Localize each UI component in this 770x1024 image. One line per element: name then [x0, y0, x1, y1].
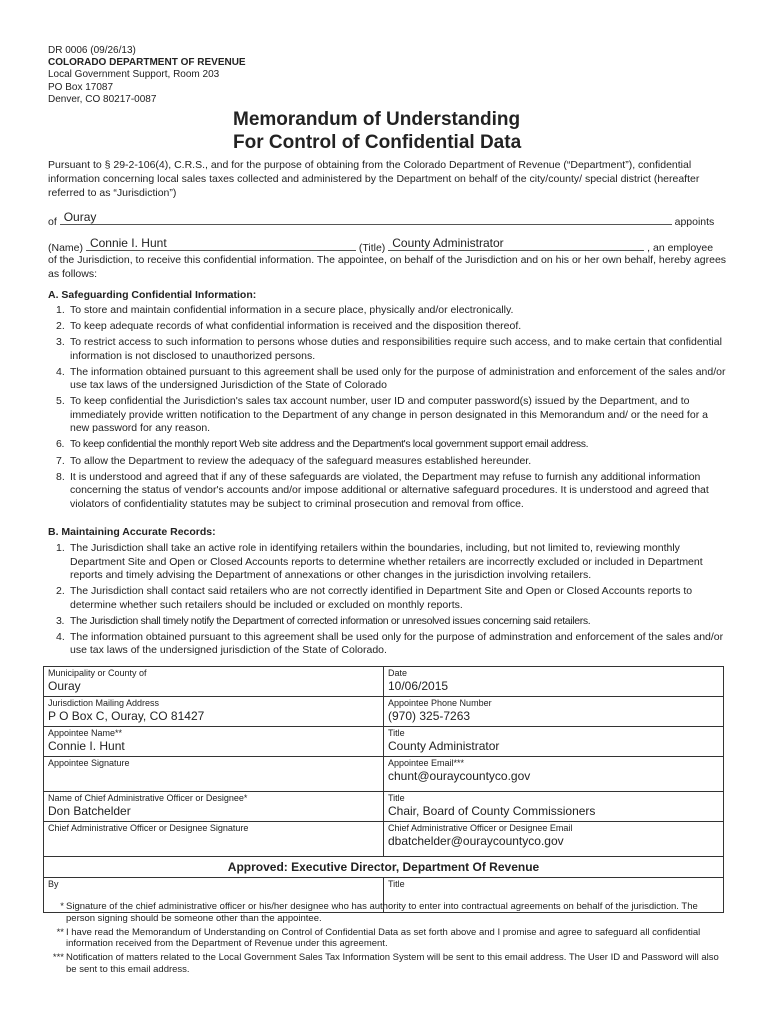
cao-email-value: dbatchelder@ouraycountyco.gov: [388, 834, 564, 848]
item-number: 6.: [56, 438, 65, 451]
footnote-mark: ***: [52, 952, 64, 964]
list-item: [48, 395, 728, 436]
item-text: To allow the Department to review the adequacy of the safeguard measures established hereunder.: [70, 454, 532, 467]
phone-label: Appointee Phone Number: [388, 698, 492, 708]
title-field[interactable]: [388, 238, 644, 251]
date-value: 10/06/2015: [388, 679, 449, 693]
appointee-title-label: Title: [388, 728, 405, 738]
footnote-text: Signature of the chief administrative officer or his/her designee who has authority to enter into contractual agreements on behalf of the jurisdiction. The person signing should be someone other than the appointee.: [66, 901, 698, 924]
item-text: It is understood and agreed that if any of these safeguards are violated, the Department may refuse to furnish any additional information concerning the status of vendor's accounts and/or impose additional or alternative safeguard procedures. It is understood and agreed that violators of confidentiality statutes may be subject to criminal prosecution and removal from office.: [70, 470, 709, 510]
footnote: [48, 952, 728, 976]
appointment-paragraph: of the Jurisdiction, to receive this confidential information. The appointee, on behalf of the Jurisdiction and on his or her own behalf, hereby agrees as follows:: [48, 254, 727, 280]
list-item: [48, 585, 728, 612]
footnote-mark: **: [56, 926, 64, 938]
name-value: Connie I. Hunt: [89, 236, 167, 250]
item-number: 3.: [56, 614, 65, 627]
section-a-list: [48, 304, 728, 514]
jurisdiction-field[interactable]: [60, 212, 672, 225]
appointee-title-value: County Administrator: [388, 739, 500, 753]
department-name: COLORADO DEPARTMENT OF REVENUE: [48, 57, 246, 69]
of-label: of: [48, 216, 57, 228]
footnote-text: Notification of matters related to the Local Government Sales Tax Information System will be sent to this email address. The User ID and Password will also be sent to this email address.: [66, 952, 719, 975]
item-number: 2.: [56, 320, 65, 333]
list-item: [48, 542, 728, 583]
section-a-heading: A. Safeguarding Confidential Information:: [48, 289, 257, 301]
intro-paragraph: Pursuant to § 29-2-106(4), C.R.S., and for the purpose of obtaining from the Colorado Department of Revenue (“Department”), confidential information concerning local sales taxes collected and administered by the Department on behalf of the city/county/ special district (hereafter referred to as “Jurisdiction”): [48, 159, 700, 199]
appointee-signature-label: Appointee Signature: [48, 758, 130, 768]
item-text: To keep confidential the monthly report Web site address and the Department's local government support email address.: [70, 438, 589, 451]
item-text: To restrict access to such information to persons whose duties and responsibilities require such access, and to make certain that confidential information is not disclosed to unauthorized persons.: [70, 336, 722, 362]
item-number: 3.: [56, 336, 65, 349]
form-header: [48, 45, 246, 106]
approval-heading: Approved: Executive Director, Department Of Revenue: [227, 860, 540, 874]
item-number: 1.: [56, 304, 65, 316]
list-item: [48, 366, 728, 393]
item-number: 2.: [56, 585, 65, 598]
phone-value: (970) 325-7263: [388, 709, 471, 723]
address-line-2: PO Box 17087: [48, 81, 114, 93]
title-label: (Title): [358, 242, 386, 254]
municipality-value: Ouray: [48, 679, 81, 693]
item-text: The information obtained pursuant to this agreement shall be used only for the purpose of administration and enforcement of the sales and/or use tax laws of the undersigned Jurisdiction of the State of Colorado: [70, 365, 726, 392]
name-field[interactable]: [86, 238, 356, 251]
address-line-3: Denver, CO 80217-0087: [48, 93, 157, 105]
phone-cell[interactable]: [384, 697, 723, 726]
item-number: 7.: [56, 454, 65, 467]
cao-signature-cell[interactable]: [44, 822, 384, 856]
cao-title-label: Title: [388, 793, 405, 803]
mailing-address-cell[interactable]: [44, 697, 384, 726]
item-text: The Jurisdiction shall timely notify the Department of corrected information or unresolved issues concerning said retailers.: [70, 614, 591, 627]
appointee-email-label: Appointee Email***: [388, 758, 465, 768]
list-item: [48, 455, 728, 469]
item-text: The Jurisdiction shall take an active role in identifying retailers within the boundaries, including, but not limited to, reviewing monthly Department Site and Open or Closed Accounts reports to determine whether retailers are incorrectly excluded or included in Department reports and timely advising the Department of annexations or other changes in the jurisdiction involving retailers.: [70, 542, 703, 581]
appointee-signature-cell[interactable]: [44, 757, 384, 791]
document-title: [233, 108, 521, 154]
appointee-title-cell[interactable]: [384, 727, 723, 756]
appointee-email-value: chunt@ouraycountyco.gov: [388, 769, 531, 783]
footnote-mark: *: [60, 901, 64, 912]
mailing-address-value: P O Box C, Ouray, CO 81427: [48, 709, 205, 723]
list-item: [48, 304, 728, 318]
cao-email-cell[interactable]: [384, 822, 723, 856]
mailing-address-label: Jurisdiction Mailing Address: [48, 698, 160, 708]
list-item: [48, 438, 728, 452]
list-item: [48, 471, 728, 512]
appointee-name-cell[interactable]: [44, 727, 384, 756]
list-item: [48, 336, 728, 363]
list-item: [48, 320, 728, 334]
title-value: County Administrator: [392, 236, 504, 250]
item-text: The information obtained pursuant to this agreement shall be used only for the purpose of adminstration and enforcement of the sales and/or use tax laws of the undersigned jurisdiction of the State of Colorado.: [70, 630, 724, 657]
list-item: [48, 615, 728, 629]
cao-name-value: Don Batchelder: [48, 804, 131, 818]
appoints-label: appoints: [674, 216, 715, 228]
cao-signature-label: Chief Administrative Officer or Designee Signature: [48, 823, 249, 833]
appointee-line: [48, 238, 713, 254]
item-number: 1.: [56, 542, 65, 554]
municipality-label: Municipality or County of: [48, 668, 147, 678]
item-number: 4.: [56, 630, 65, 643]
footnote: [48, 901, 728, 925]
jurisdiction-value: Ouray: [63, 210, 97, 224]
item-number: 8.: [56, 470, 65, 483]
signature-grid: [43, 666, 724, 913]
municipality-cell[interactable]: [44, 667, 384, 696]
title-line-2: For Control of Confidential Data: [233, 132, 522, 153]
jurisdiction-line: [48, 212, 714, 228]
form-id: DR 0006 (09/26/13): [48, 45, 136, 56]
footnote: [48, 927, 728, 951]
appointee-name-label: Appointee Name**: [48, 728, 123, 738]
address-line-1: Local Government Support, Room 203: [48, 69, 220, 81]
item-number: 4.: [56, 365, 65, 378]
by-label: By: [48, 879, 59, 889]
item-text: To store and maintain confidential information in a secure place, physically and/or electronically.: [70, 304, 514, 316]
date-label: Date: [388, 668, 408, 678]
section-b-heading: B. Maintaining Accurate Records:: [48, 526, 216, 538]
section-b-list: [48, 542, 728, 660]
cao-title-value: Chair, Board of County Commissioners: [388, 804, 596, 818]
appointee-email-cell[interactable]: [384, 757, 723, 791]
date-cell[interactable]: [384, 667, 723, 696]
cao-name-cell[interactable]: [44, 792, 384, 821]
by-title-label: Title: [388, 879, 405, 889]
appointee-name-value: Connie I. Hunt: [48, 739, 125, 753]
item-text: The Jurisdiction shall contact said retailers who are not correctly identified in Department Site and Open or Closed Accounts reports to determine whether such retailers should be included or excluded on monthly reports.: [70, 585, 693, 611]
title-line-1: Memorandum of Understanding: [233, 109, 521, 130]
cao-email-label: Chief Administrative Officer or Designee Email: [388, 823, 573, 833]
footnotes: [48, 901, 728, 978]
item-text: To keep adequate records of what confidential information is received and the disposition thereof.: [70, 320, 522, 333]
item-number: 5.: [56, 395, 65, 408]
list-item: [48, 631, 728, 658]
cao-name-label: Name of Chief Administrative Officer or Designee*: [48, 793, 248, 803]
name-label: (Name): [48, 242, 84, 254]
item-text: To keep confidential the Jurisdiction's sales tax account number, user ID and computer password(s) issued by the Department, and to immediately provide written notification to the Department of any change in person designated in this Memorandum and/ or the need for a new password for any reason.: [70, 395, 708, 435]
footnote-text: I have read the Memorandum of Understanding on Control of Confidential Data as set forth above and I promise and agree to safeguard all confidential information received from the Department of Revenue under this agreement.: [66, 926, 701, 950]
cao-title-cell[interactable]: [384, 792, 723, 821]
employee-label: , an employee: [647, 242, 714, 254]
